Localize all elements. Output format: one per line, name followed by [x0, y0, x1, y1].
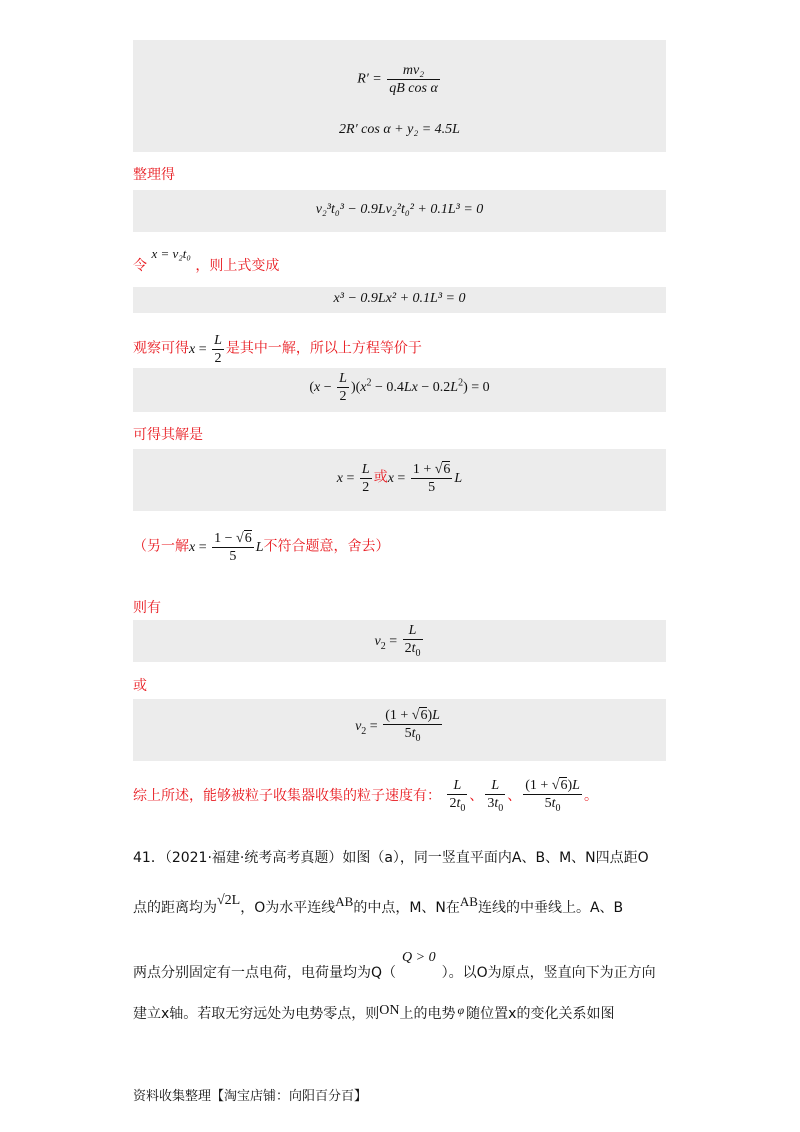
problem-41-line-4	[133, 1003, 614, 1023]
text-ling-line	[133, 246, 280, 275]
formula-box-6	[133, 620, 666, 662]
math-AB-2: AB	[459, 894, 478, 909]
text-guancha-suffix: 是其中一解，所以上方程等价于	[225, 340, 422, 357]
sep-2: 、	[507, 788, 522, 805]
problem-line2-b: ，O为水平连线	[240, 900, 336, 916]
text-huo: 或	[373, 469, 388, 486]
problem-41-line-2	[133, 893, 624, 917]
text-ling-suffix: ，则上式变成	[195, 258, 280, 274]
math-sqrt2L: √2L	[217, 893, 241, 908]
text-guancha-prefix: 观察可得	[133, 340, 189, 357]
math-AB-1: AB	[335, 894, 354, 909]
text-kede: 可得其解是	[133, 427, 203, 443]
text-huo2: 或	[133, 678, 147, 694]
problem-line3-b: ）。以O为原点，竖直向下为正方向	[441, 965, 656, 981]
text-zeyou: 则有	[133, 600, 161, 616]
formula-box-1	[133, 40, 666, 152]
text-zhengli: 整理得	[133, 167, 175, 183]
text-end: 。	[583, 788, 598, 805]
equation-cubic-x: x³ − 0.9Lx² + 0.1L³ = 0	[333, 291, 466, 306]
formula-box-7	[133, 699, 666, 761]
footer-text: 资料收集整理【淘宝店铺：向阳百分百】	[133, 1089, 368, 1104]
formula-box-4	[133, 368, 666, 412]
text-guancha-line: 观察可得x = $\frac{L}{2}$ 是其中一解，所以上方程等价于	[133, 333, 422, 366]
sep-1: 、	[469, 788, 484, 805]
equation-factored: (x − $\frac{L}{2}$ )$(x^2 - 0.4Lx - 0.2L^2) = 0$	[309, 371, 490, 404]
equation-r-prime: R′ = $\frac{\text{mv₂}}{\text{qB cos α}}$	[357, 63, 438, 96]
substitution-expr: x = v₂t₀	[151, 246, 191, 261]
equation-v2-b: $v_2$ = $\frac{(1 + √6)L}{5t_0}$	[355, 708, 440, 744]
problem-41-line-1: 41．（2021·福建·统考高考真题）如图（a），同一竖直平面内A、B、M、N四点距O	[133, 850, 649, 866]
equation-cubic-v: v₂³t₀³ − 0.9Lv₂²t₀² + 0.1L³ = 0	[315, 202, 484, 217]
text-lingyi-suffix: 不符合题意，舍去）	[263, 538, 390, 555]
formula-box-2	[133, 190, 666, 232]
text-lingyi-line: （另一解x = $\frac{1 - √6}{5}$ L不符合题意，舍去）	[133, 531, 390, 564]
text-summary-line: 综上所述，能够被粒子收集器收集的粒子速度有： $\frac{L}{2t_0}$ 、 $\frac{L}{3t_0}$ 、 $\frac{(1 + √6)L}{5t_0}$ 。	[133, 778, 598, 814]
problem-line2-d: 连线的中垂线上。A、B	[477, 900, 624, 916]
equation-solutions: x = $\frac{L}{2}$ 或x = $\frac{1 + √6}{5}$ L	[336, 462, 463, 495]
problem-line2-a: 点的距离均为	[133, 900, 217, 916]
problem-line2-c: 的中点，M、N在	[353, 900, 460, 916]
math-ON: ON	[379, 1003, 400, 1018]
text-summary-prefix: 综上所述，能够被粒子收集器收集的粒子速度有：	[133, 788, 441, 805]
problem-41-line-3	[133, 950, 656, 982]
formula-box-3	[133, 287, 666, 313]
problem-line4-b: 上的电势	[399, 1006, 456, 1022]
formula-box-5	[133, 449, 666, 511]
text-ling: 令	[133, 258, 147, 274]
equation-v2-a: $v_2$ = $\frac{L}{2t_0}$	[374, 623, 421, 659]
problem-line4-c: 随位置x的变化关系如图	[466, 1006, 615, 1022]
equation-geometry: 2R′ cos α + y₂ = 4.5L	[339, 122, 460, 137]
text-lingyi-prefix: （另一解	[133, 538, 189, 555]
math-phi: φ	[457, 1003, 465, 1017]
math-Q-gt-0: Q > 0	[402, 950, 436, 965]
problem-line4-a: 建立x轴。若取无穷远处为电势零点，则	[133, 1006, 380, 1022]
problem-line3-a: 两点分别固定有一点电荷，电荷量均为Q（	[133, 965, 397, 981]
